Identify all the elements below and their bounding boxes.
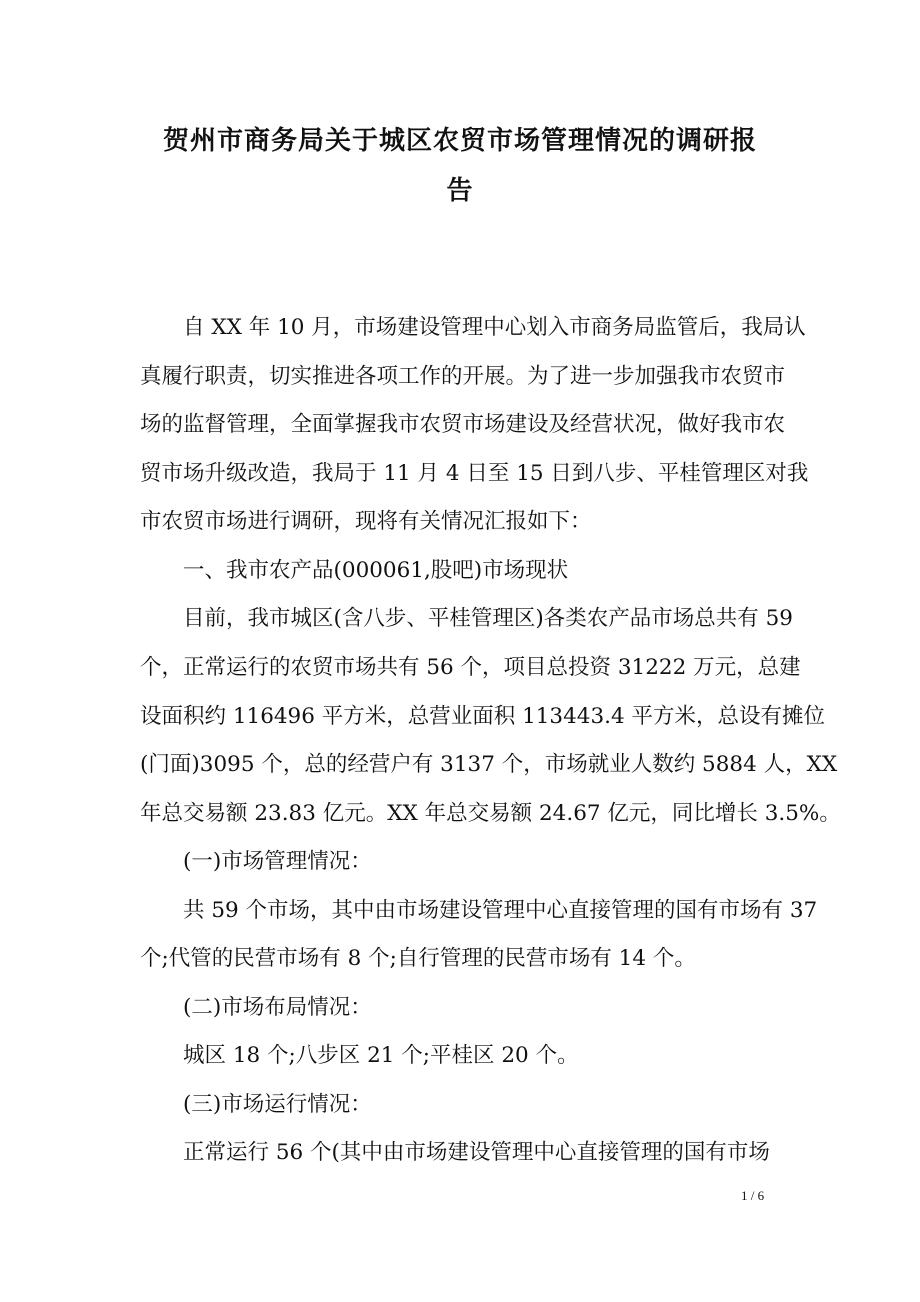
section-heading-1: 一、我市农产品(000061,股吧)市场现状	[140, 558, 569, 583]
body-line-5: 市农贸市场进行调研，现将有关情况汇报如下：	[140, 509, 592, 534]
body-line-13: 共 59 个市场，其中由市场建设管理中心直接管理的国有市场有 37	[140, 898, 818, 923]
body-line-7: 目前，我市城区(含八步、平桂管理区)各类农产品市场总共有 59	[140, 606, 793, 631]
document-title-line-1: 贺州市商务局关于城区农贸市场管理情况的调研报	[162, 126, 757, 156]
body-line-10: (门面)3095 个，总的经营户有 3137 个，市场就业人数约 5884 人，XX	[140, 752, 838, 777]
body-line-1: 自 XX 年 10 月，市场建设管理中心划入市商务局监管后，我局认	[140, 315, 806, 340]
body-line-2: 真履行职责，切实推进各项工作的开展。为了进一步加强我市农贸市	[140, 364, 786, 389]
body-line-8: 个，正常运行的农贸市场共有 56 个，项目总投资 31222 万元，总建	[140, 655, 801, 680]
body-line-14: 个;代管的民营市场有 8 个;自行管理的民营市场有 14 个。	[140, 946, 696, 971]
body-line-11: 年总交易额 23.83 亿元。XX 年总交易额 24.67 亿元，同比增长 3.5%。	[140, 801, 841, 826]
body-line-3: 场的监督管理，全面掌握我市农贸市场建设及经营状况，做好我市农	[140, 412, 786, 437]
document-title-line-2: 告	[446, 176, 474, 206]
subsection-heading-1: (一)市场管理情况：	[140, 849, 372, 874]
body-line-9: 设面积约 116496 平方米，总营业面积 113443.4 平方米，总设有摊位	[140, 704, 825, 729]
body-line-4: 贸市场升级改造，我局于 11 月 4 日至 15 日到八步、平桂管理区对我	[140, 461, 809, 486]
body-line-16: 城区 18 个;八步区 21 个;平桂区 20 个。	[140, 1043, 579, 1068]
body-line-18: 正常运行 56 个(其中由市场建设管理中心直接管理的国有市场	[140, 1140, 770, 1165]
page-number: 1 / 6	[741, 1188, 765, 1203]
subsection-heading-2: (二)市场布局情况：	[140, 995, 372, 1020]
subsection-heading-3: (三)市场运行情况：	[140, 1092, 372, 1117]
